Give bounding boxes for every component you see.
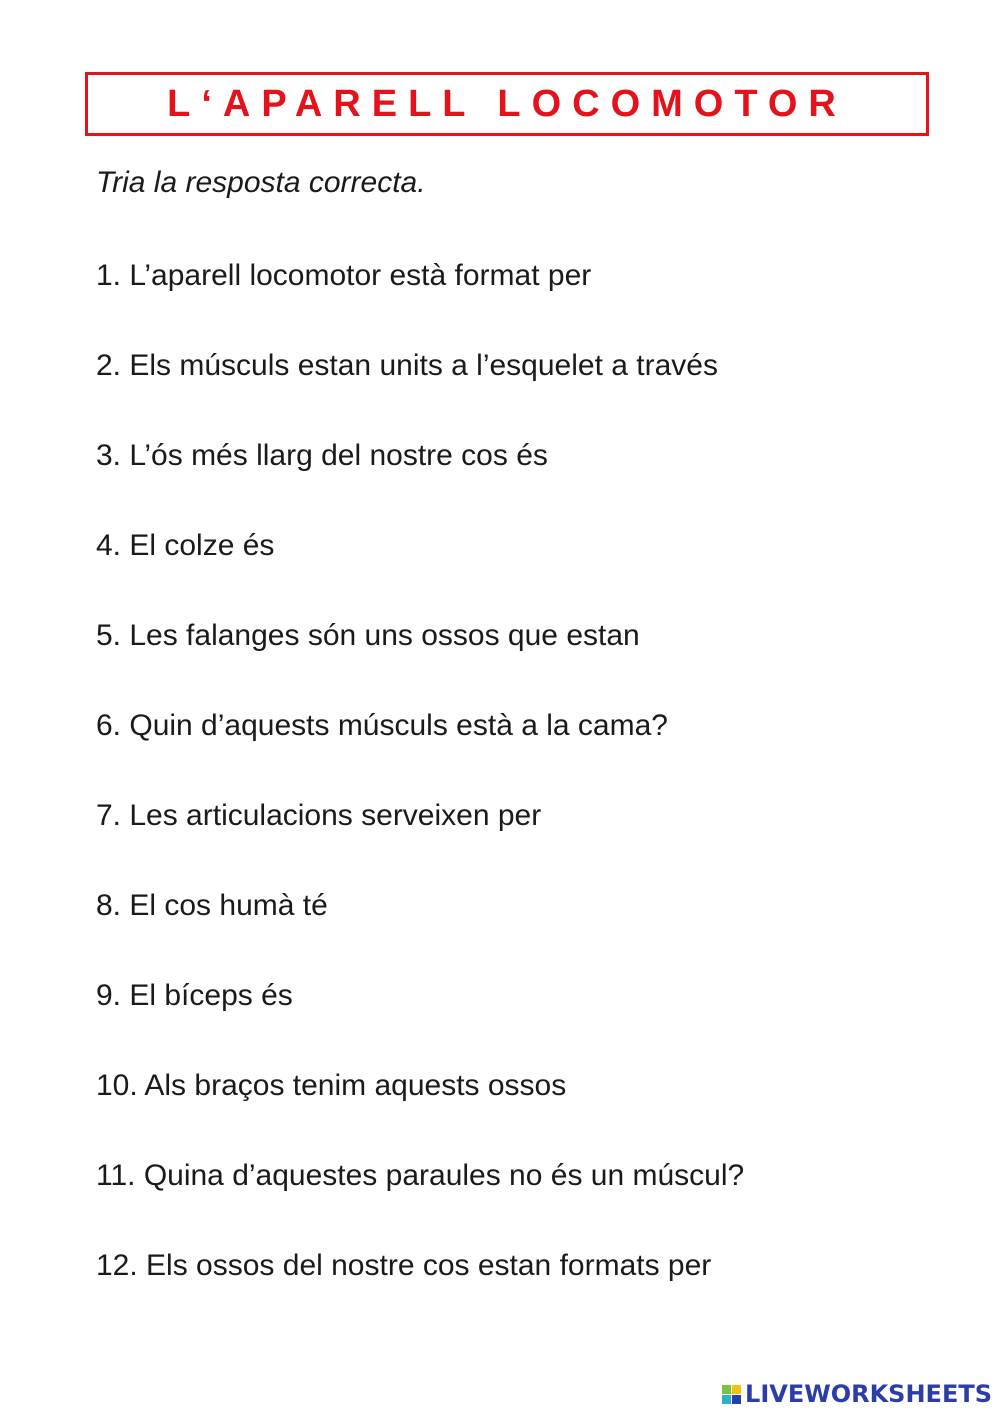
question-item: 6. Quin d’aquests músculs està a la cama?: [96, 709, 668, 742]
question-item: 5. Les falanges són uns ossos que estan: [96, 619, 640, 652]
question-list: [96, 256, 744, 1336]
liveworksheets-logo-icon: [722, 1385, 741, 1404]
question-item: 10. Als braços tenim aquests ossos: [96, 1069, 567, 1102]
question-item: 12. Els ossos del nostre cos estan formats per: [96, 1249, 712, 1282]
question-item: 1. L’aparell locomotor està format per: [96, 259, 592, 292]
page-title: L‘APARELL LOCOMOTOR: [167, 82, 847, 125]
question-item: 7. Les articulacions serveixen per: [96, 799, 542, 832]
title-box: [85, 72, 929, 136]
question-item: 9. El bíceps és: [96, 979, 293, 1012]
brand-name: LIVEWORKSHEETS: [745, 1380, 992, 1408]
question-item: 8. El cos humà té: [96, 889, 328, 922]
question-item: 11. Quina d’aquestes paraules no és un múscul?: [96, 1159, 745, 1192]
question-item: 2. Els músculs estan units a l’esquelet a través: [96, 349, 718, 382]
question-item: 3. L’ós més llarg del nostre cos és: [96, 439, 548, 472]
instruction-text: Tria la resposta correcta.: [96, 166, 426, 199]
footer-logo[interactable]: [722, 1380, 992, 1408]
question-item: 4. El colze és: [96, 529, 275, 562]
